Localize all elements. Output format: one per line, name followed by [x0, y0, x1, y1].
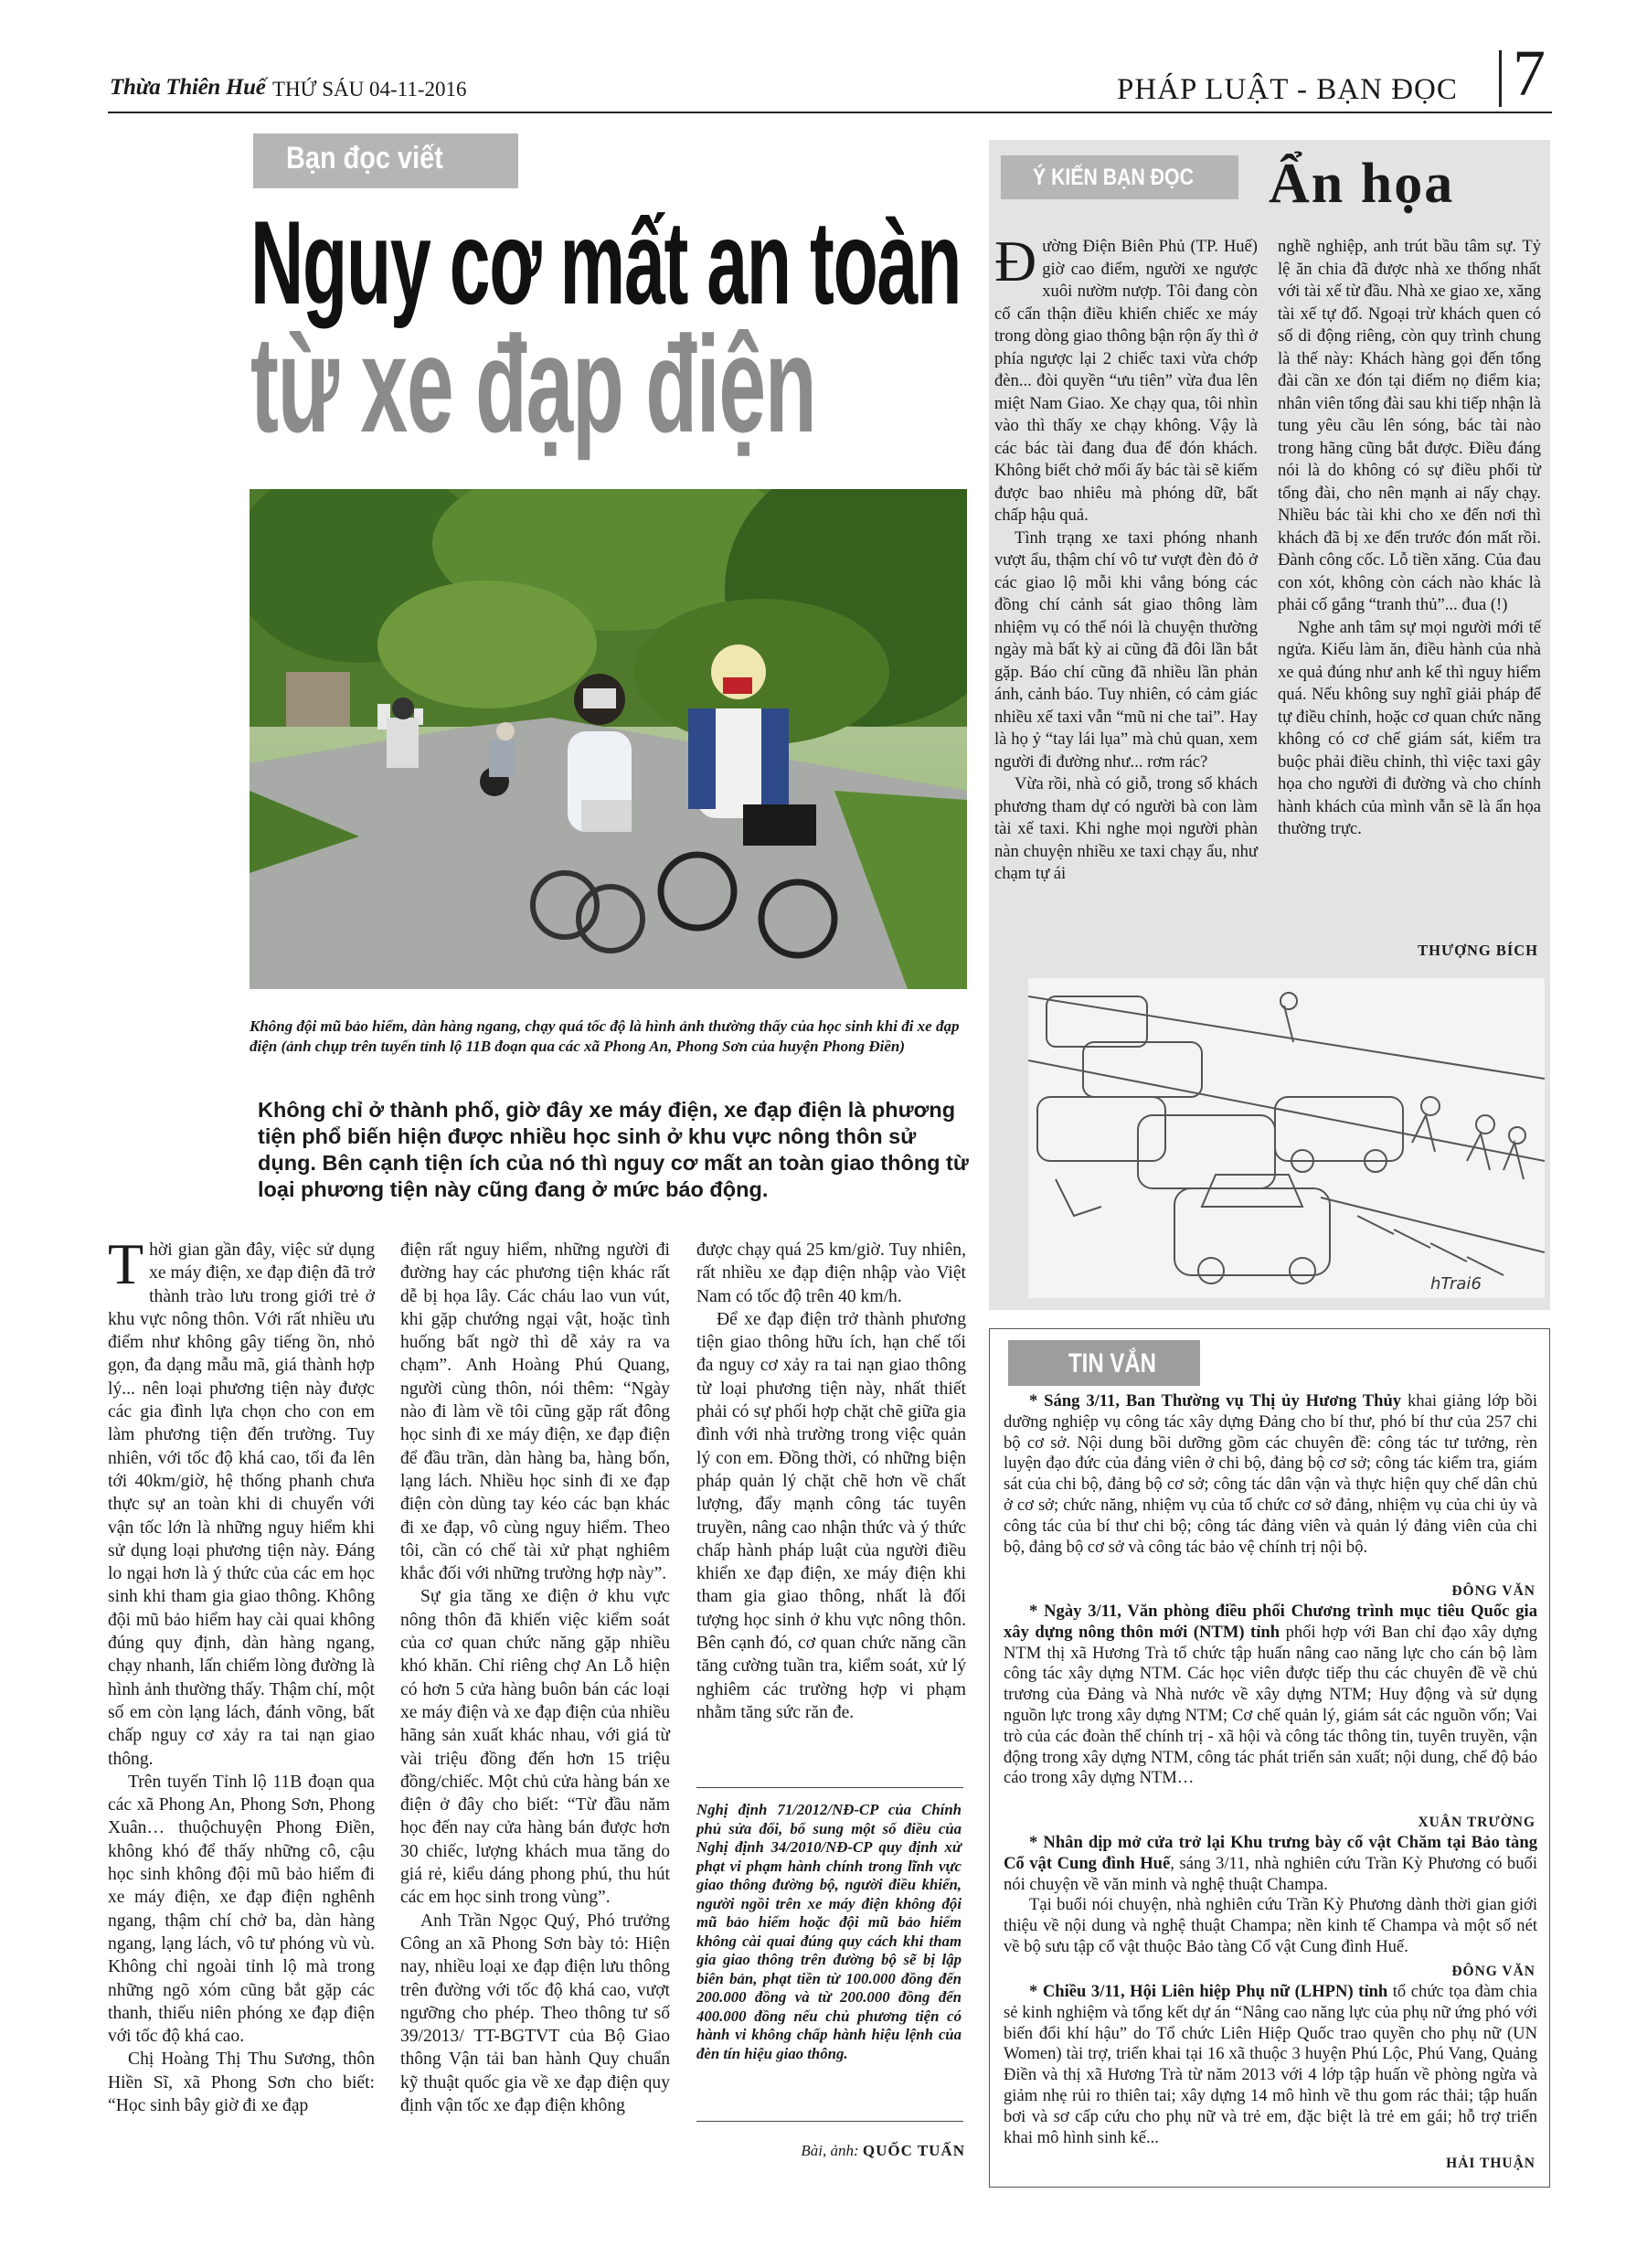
opinion-paragraph: nghề nghiệp, anh trút bầu tâm sự. Tỷ lệ ăn chia đã được nhà xe thống nhất với tài xế từ đầu. Nhà xe giao xe, xăng tài xế tự đổ. Ngoại trừ khách quen có số di động riêng, còn quy trình chung là thế này: Khách hàng gọi đến tổng đài cần xe đón tại điểm nọ điểm kia; nhân viên tổng đài sau khi tiếp nhận là tung yêu cầu lên sóng, bác tài nào trong hãng cũng bắt được. Điều đáng nói là do không có sự điều phối từ tổng đài, cho nên mạnh ai nấy chạy. Nhiều bác tài khi cho xe đến nơi thì khách đã bị xe đến trước đón mất rồi. Đành công cốc. Lỗ tiền xăng. Của đau con xót, không còn cách nào khác là phải cố gắng “tranh thủ”... đua (!): [1278, 237, 1541, 614]
section-title: PHÁP LUẬT - BẠN ĐỌC: [1117, 73, 1458, 106]
opinion-paragraph: Vừa rồi, nhà có giỗ, trong số khách phương tham dự có người bà con làm tài xế taxi. Khi nghe mọi người phàn nàn chuyện nhiều xe taxi chạy ẩu, như chạm tự ái: [994, 774, 1258, 883]
article-byline: [786, 2142, 965, 2160]
paragraph-text: ường Điện Biên Phủ (TP. Huế) giờ cao điểm, người xe ngược xuôi nườm nượp. Tôi đang còn cố cẩn thận điều khiển chiếc xe máy trong dòng giao thông bận rộn ấy thì ở phía ngược lại 2 chiếc taxi vừa chớp đèn... đòi quyền “ưu tiên” vừa đua lên miệt Nam Giao. Xe chạy qua, tôi nhìn vào thì thấy xe chạy không. Vậy là các bác tài đang đua để đón khách. Không biết chở mối ấy bác tài sẽ kiếm được bao nhiêu mà phóng dữ, bất chấp hậu quả.: [994, 237, 1258, 525]
opinion-title: Ẩn họa: [1269, 153, 1455, 215]
article-paragraph: Trên tuyến Tỉnh lộ 11B đoạn qua các xã Phong An, Phong Sơn, Phong Xuân… thuộchuyện Phong Điền, không khó để thấy những cô, cậu học sinh không đội mũ bảo hiểm đi xe máy điện, xe đạp điện nghênh ngang, thậm chí chở ba, dàn hàng ngang, lạng lách, vô tư phóng vù vù. Không chỉ ngoài tỉnh lộ mà trong những ngõ xóm cũng bắt gặp các thanh, thiếu niên phóng xe đạp điện với tốc độ khá cao.: [108, 1772, 375, 2047]
paragraph-text: hời gian gần đây, việc sử dụng xe máy điện, xe đạp điện đã trở thành trào lưu trong giới trẻ ở khu vực nông thôn. Với rất nhiều ưu điểm như không gây tiếng ồn, nhỏ gọn, đa dạng mẫu mã, giá thành hợp lý... nên loại phương tiện này được các gia đình lựa chọn cho con em làm phương tiện đến trường. Tuy nhiên, với tốc độ khá cao, tối đa lên tới 40km/giờ, hệ thống phanh chưa thực sự an toàn khi di chuyển với vận tốc lớn là những nguy hiểm khi sử dụng loại phương tiện này. Đáng lo ngại hơn là ý thức của các em học sinh khi tham gia giao thông. Không đội mũ bảo hiểm hay cài quai không đúng quy định, dàn hàng ngang, chạy nhanh, lấn chiếm lòng đường là hình ảnh thường thấy. Thậm chí, một số em còn lạng lách, đánh võng, bất chấp nguy cơ xảy ra tai nạn giao thông.: [108, 1240, 375, 1769]
article-kicker-label: Bạn đọc viết: [286, 141, 443, 176]
article-column-1: [108, 1231, 375, 2117]
news-brief-author: ĐÔNG VĂN: [1451, 1964, 1535, 1979]
opinion-paragraph: [994, 229, 1258, 527]
sketch-signature: hTrai6: [1430, 1274, 1482, 1294]
drop-cap: T: [108, 1231, 144, 1296]
byline-author: QUỐC TUẤN: [862, 2142, 965, 2159]
box-divider: [696, 2121, 963, 2122]
page-number: 7: [1513, 37, 1546, 110]
article-lead: Không chỉ ở thành phố, giờ đây xe máy điện, xe đạp điện là phương tiện phổ biến hiện được nhiều học sinh ở khu vực nông thôn sử dụng. Bên cạnh tiện ích của nó thì nguy cơ mất an toàn giao thông từ loại phương tiện này cũng đang ở mức báo động.: [258, 1098, 969, 1201]
article-paragraph: Sự gia tăng xe điện ở khu vực nông thôn đã khiến việc kiểm soát của cơ quan chức năng gặp nhiều khó khăn. Chỉ riêng chợ An Lỗ hiện có hơn 5 cửa hàng buôn bán các loại xe máy điện và xe đạp điện của nhiều hãng sản xuất khác nhau, với giá từ vài triệu đồng đến hơn 15 triệu đồng/chiếc. Một chủ cửa hàng bán xe điện ở đây cho biết: “Từ đầu năm học đến nay cửa hàng bán được hơn 30 chiếc, lượng khách mua tăng do giá rẻ, kiểu dáng phong phú, thu hút các em học sinh trong vùng”.: [400, 1587, 670, 1908]
opinion-tag: [1001, 155, 1238, 199]
news-brief-author: HẢI THUẬN: [1446, 2156, 1535, 2171]
opinion-column-1: [994, 229, 1258, 886]
article-column-3: [696, 1239, 966, 1724]
news-brief-item: [1004, 1833, 1537, 1958]
article-title-line2: từ xe đạp điện: [250, 307, 816, 461]
opinion-tag-label: Ý KIẾN BẠN ĐỌC: [1033, 165, 1194, 190]
article-column-2: [400, 1239, 670, 2117]
article-kicker: [253, 133, 518, 188]
article-paragraph: Để xe đạp điện trở thành phương tiện giao thông hữu ích, hạn chế tối đa nguy cơ xảy ra tai nạn giao thông từ loại phương tiện này, nhất thiết phải có sự phối hợp chặt chẽ giữa gia đình với nhà trường trong việc quản lý con em. Đồng thời, có những biện pháp quản lý chặt chẽ hơn về chất lượng, đẩy mạnh công tác tuyên truyền, nâng cao nhận thức và ý thức chấp hành pháp luật của người điều khiển xe đạp điện, xe máy điện khi tham gia giao thông, nhất là đối tượng học sinh ở khu vực nông thôn. Bên cạnh đó, cơ quan chức năng cần tăng cường tuần tra, kiểm soát, xử lý nghiêm các trường hợp vi phạm nhằm tăng sức răn đe.: [696, 1309, 966, 1722]
header-rule: [108, 112, 1552, 113]
news-brief-lead: * Nhân dịp mở cửa trở lại Khu trưng bày cổ vật Chăm tại Bảo tàng Cổ vật Cung đình Huế: [1004, 1833, 1537, 1873]
news-brief-lead: * Sáng 3/11, Ban Thường vụ Thị ủy Hương Thủy: [1029, 1391, 1402, 1411]
traffic-sketch-illustration: [1028, 978, 1545, 1298]
news-brief-text: Tại buổi nói chuyện, nhà nghiên cứu Trần Kỳ Phương dành thời gian giới thiệu về nội dung và nghệ thuật Champa; nền kinh tế Champa và một số nét về bộ sưu tập cổ vật thuộc Bảo tàng Cổ vật Cung đình Huế.: [1004, 1895, 1537, 1956]
news-brief-author: XUÂN TRƯỜNG: [1418, 1815, 1535, 1830]
news-briefs-tag: [1008, 1340, 1200, 1386]
news-brief-text: phối hợp với Ban chỉ đạo xây dựng NTM thị xã Hương Trà tổ chức tập huấn nâng cao năng lực cho cán bộ làm công tác xây dựng NTM. Các học viên được tiếp thu các chuyên đề về chủ trương của Đảng và Nhà nước về xây dựng NTM; Huy động và sử dụng nguồn lực trong xây dựng NTM; Cơ chế quản lý, giám sát các nguồn vốn; Vai trò của các đoàn thể chính trị - xã hội và công tác thông tin, tuyên truyền, vận động trong xây dựng NTM, công tác phát triển sản xuất; nội dung, chế độ báo cáo trong xây dựng NTM…: [1004, 1622, 1538, 1788]
photo-caption: Không đội mũ bảo hiểm, dàn hàng ngang, chạy quá tốc độ là hình ảnh thường thấy của học sinh khi đi xe đạp điện (ảnh chụp trên tuyến tỉnh lộ 11B đoạn qua các xã Phong An, Phong Sơn của huyện Phong Điền): [250, 1017, 960, 1055]
article-paragraph: Anh Trần Ngọc Quý, Phó trưởng Công an xã Phong Sơn bày tỏ: Hiện nay, nhiều loại xe đạp điện lưu thông trên đường với tốc độ khá cao, vượt ngưỡng cho phép. Theo thông tư số 39/2013/ TT-BGTVT của Bộ Giao thông Vận tải ban hành Quy chuẩn kỹ thuật quốc gia về xe đạp điện quy định vận tốc xe đạp điện không: [400, 1911, 670, 2115]
issue-date: THỨ SÁU 04-11-2016: [272, 78, 467, 101]
article-photo: [250, 489, 967, 989]
article-paragraph: [108, 1231, 375, 1771]
news-brief-item: [1004, 1602, 1537, 1789]
news-brief-lead: * Ngày 3/11, Văn phòng điều phối Chương trình mục tiêu Quốc gia xây dựng nông thôn mới (NTM) tỉnh: [1004, 1602, 1537, 1642]
drop-cap: Đ: [994, 229, 1037, 293]
article-paragraph: được chạy quá 25 km/giờ. Tuy nhiên, rất nhiều xe đạp điện nhập vào Việt Nam có tốc độ trên 40 km/h.: [696, 1240, 966, 1306]
news-brief-item: [1004, 1391, 1537, 1558]
article-paragraph: điện rất nguy hiểm, những người đi đường hay các phương tiện khác rất dễ bị họa lây. Các cháu lao vun vút, khi gặp chướng ngại vật, hoặc tình huống bất ngờ thì dễ xảy ra va chạm”. Anh Hoàng Phú Quang, người cùng thôn, nói thêm: “Ngày nào đi làm về tôi cũng gặp rất đông học sinh đi xe máy điện, xe đạp điện để đầu trần, dàn hàng ba, hàng bốn, lạng lách. Nhiều học sinh đi xe đạp điện còn dùng tay kéo các bạn khác đi xe đạp, vô cùng nguy hiểm. Theo tôi, cần có chế tài xử phạt nghiêm khắc đối với những trường hợp này”.: [400, 1240, 670, 1584]
news-brief-author: ĐÔNG VĂN: [1451, 1583, 1535, 1599]
newspaper-name: Thừa Thiên Huế: [110, 75, 266, 100]
law-note-box: Nghị định 71/2012/NĐ-CP của Chính phủ sửa đổi, bổ sung một số điều của Nghị định 34/2010/NĐ-CP quy định xử phạt vi phạm hành chính trong lĩnh vực giao thông đường bộ, người điều khiển, người ngồi trên xe máy điện không đội mũ bảo hiểm hoặc đội mũ bảo hiểm không cài quai đúng quy cách khi tham gia giao thông trên đường bộ sẽ bị lập biên bản, phạt tiền từ 100.000 đồng đến 200.000 đồng và từ 200.000 đồng đến 400.000 đồng nếu chủ phương tiện có hành vi không chấp hành hiệu lệnh của đèn tín hiệu giao thông.: [696, 1801, 962, 2062]
news-brief-item: [1004, 1982, 1537, 2148]
news-briefs-tag-label: TIN VẮN: [1068, 1348, 1156, 1379]
opinion-paragraph: Tình trạng xe taxi phóng nhanh vượt ẩu, thậm chí vô tư vượt đèn đỏ ở các giao lộ mỗi khi vắng bóng các đồng chí cảnh sát giao thông làm nhiệm vụ có thể nói là chuyện thường ngày mà bất kỳ ai cũng đã đôi lần bắt gặp. Báo chí cũng đã nhiều lần phản ánh, cảnh báo. Tuy nhiên, có cảm giác nhiều xế taxi vẫn “mũ ni che tai”. Hay là họ ỷ “tay lái lụa” mà chủ quan, xem người đi đường như... rơm rác?: [994, 527, 1258, 772]
news-brief-text: , sáng 3/11, nhà nghiên cứu Trần Kỳ Phương có buổi nói chuyện về văn minh và nghệ thuật Champa.: [1004, 1853, 1537, 1894]
box-divider: [696, 1787, 963, 1788]
article-paragraph: Chị Hoàng Thị Thu Sương, thôn Hiền Sĩ, xã Phong Sơn cho biết: “Học sinh bây giờ đi xe đạp: [108, 2050, 375, 2115]
opinion-paragraph: Nghe anh tâm sự mọi người mới tế ngửa. Kiếu làm ăn, điều hành của nhà xe quả đúng như anh kể thì nguy hiểm quá. Nếu không suy nghĩ giải pháp để tự điều chỉnh, hoặc cơ quan chức năng không có cơ chế giám sát, kiểm tra buộc phải điều chỉnh, thì việc taxi gây họa cho người đi đường và cho chính hành khách của mình vẫn sẽ là ẩn họa thường trực.: [1278, 617, 1541, 838]
news-brief-lead: * Chiều 3/11, Hội Liên hiệp Phụ nữ (LHPN) tỉnh: [1029, 1982, 1388, 2001]
byline-prefix: Bài, ảnh:: [801, 2142, 859, 2159]
news-brief-text: tổ chức tọa đàm chia sẻ kinh nghiệm và tổng kết dự án “Nâng cao năng lực của phụ nữ ứng phó với biến đổi khí hậu” do Tổ chức Liên Hiệp Quốc trao quyền cho phụ nữ (UN Women) tài trợ, triển khai tại 16 xã thuộc 3 huyện Phú Lộc, Phú Vang, Quảng Điền và thị xã Hương Trà từ năm 2013 với 4 lớp tập huấn về phòng ngừa và giảm nhẹ rủi ro thiên tai; xây dựng 14 mô hình về thu gom rác thải; tập huấn bơi và sơ cấp cứu cho phụ nữ và trẻ em, đặc biệt là trẻ em gái; hỗ trợ triển khai mô hình sinh kế...: [1004, 1982, 1537, 2147]
opinion-author: THƯỢNG BÍCH: [1418, 942, 1538, 959]
article-title-line1: Nguy cơ mất an toàn: [250, 196, 962, 329]
header-divider: [1499, 50, 1502, 107]
opinion-column-2: [1278, 236, 1541, 841]
news-brief-text: khai giảng lớp bồi dưỡng nghiệp vụ công tác xây dựng Đảng cho bí thư, phó bí thư của 257 chi bộ cơ sở. Nội dung bồi dưỡng gồm các chuyên đề: công tác tư tưởng, rèn luyện đạo đức của đảng viên ở chi bộ, đảng bộ cơ sở; công tác kiểm tra, giám sát của chi bộ, đảng bộ cơ sở; công tác dân vận và thực hiện quy chế dân chủ ở cơ sở; chức năng, nhiệm vụ của tổ chức cơ sở đảng, nhiệm vụ của chi ủy và công tác của bí thư chi bộ; công tác đảng viên và quản lý đảng viên của chi bộ, đảng bộ cơ sở và công tác bảo vệ chính trị nội bộ.: [1004, 1391, 1537, 1557]
